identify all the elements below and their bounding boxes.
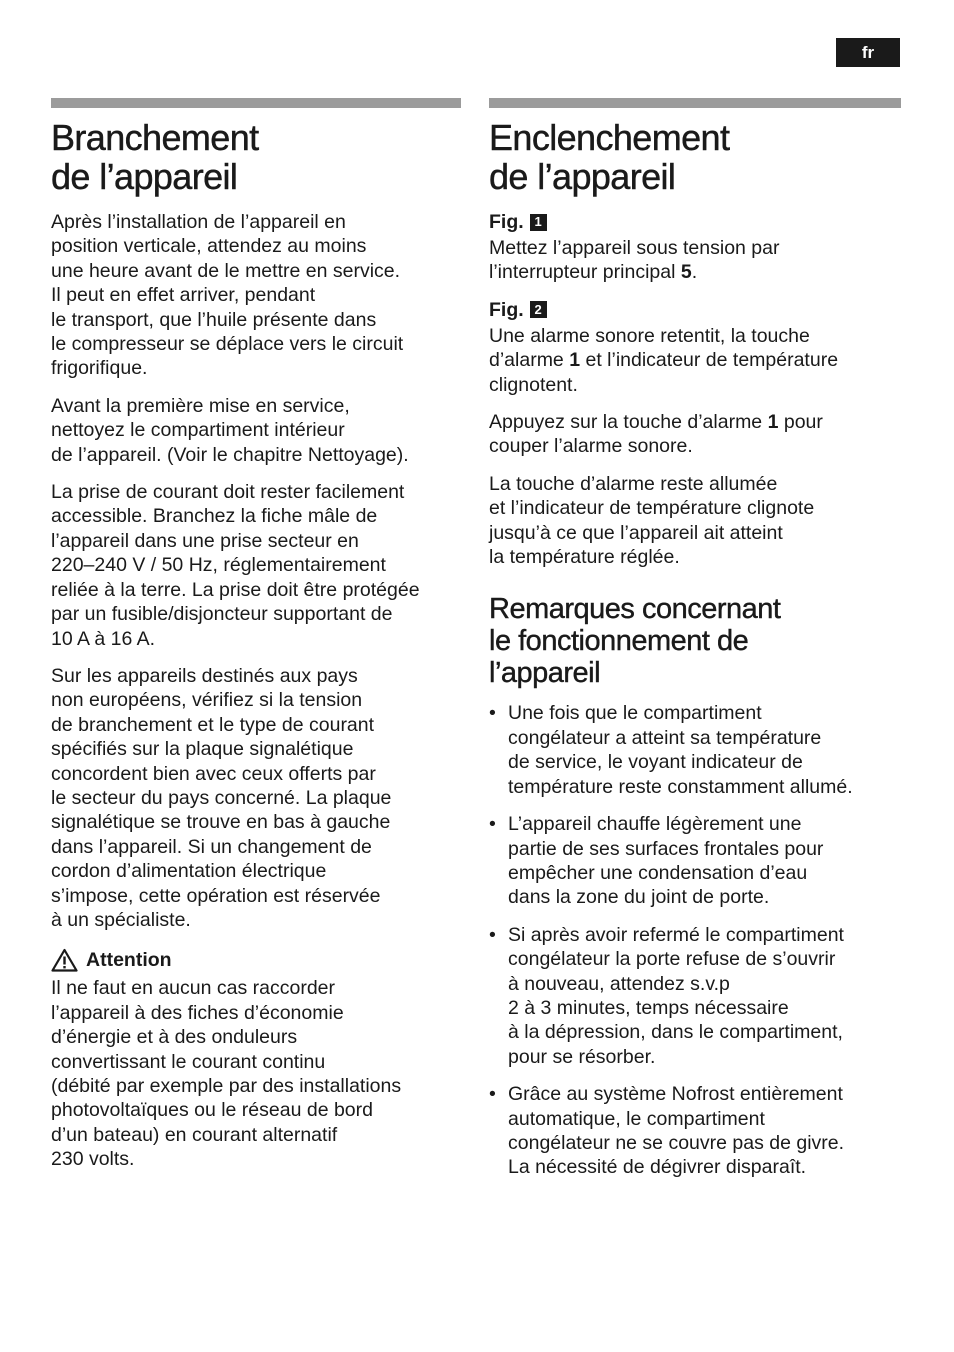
section-rule	[489, 98, 901, 108]
figure-reference-2: Fig. 2	[489, 298, 901, 322]
attention-text: Il ne faut en aucun cas raccorder l’appareil à des fiches d’économie d’énergie et à des onduleurs convertissant le courant continu (débité par exemple par des installations photovoltaïques ou le réseau de bord d’un bateau) en courant alternatif 230 volts.	[51, 977, 402, 1171]
section-rule	[51, 98, 461, 108]
figure-reference-1: Fig. 1	[489, 210, 901, 234]
bullet-icon: •	[489, 923, 496, 946]
paragraph-power-on: Mettez l’appareil sous tension par l’interrupteur principal 5.	[489, 237, 780, 284]
bullet-icon: •	[489, 1083, 496, 1106]
language-tab: fr	[836, 38, 900, 67]
bullet-icon: •	[489, 813, 496, 836]
list-item: • Grâce au système Nofrost entièrement automatique, le compartiment congélateur ne se couvre pas de givre. La nécessité de dégivrer disparaît.	[489, 1083, 845, 1179]
left-column	[51, 98, 461, 1185]
paragraph-installation: Après l’installation de l’appareil en position verticale, attendez au moins une heure avant de le mettre en service. Il peut en effet arriver, pendant le transport, que l’huile présente dans le compresseur se déplace vers le circuit frigorifique.	[51, 211, 404, 380]
paragraph-non-european: Sur les appareils destinés aux pays non européens, vérifiez si la tension de branchement et le type de courant spécifiés sur la plaque signalétique concordent bien avec ceux offerts par le secteur du pays concerné. La plaque signalétique se trouve en bas à gauche dans l’appareil. Si un changement de cordon d’alimentation électrique s’impose, cette opération est réservée à un spécialiste.	[51, 664, 392, 931]
list-item: • Si après avoir refermé le compartiment congélateur la porte refuse de s’ouvrir à nouveau, attendez s.v.p 2 à 3 minutes, temps nécessaire à la dépression, dans le compartiment, pour se résorber.	[489, 923, 844, 1068]
bullet-icon: •	[489, 702, 496, 725]
section-title-branchement: Branchement de l’appareil	[51, 117, 259, 197]
remarks-list	[489, 701, 901, 1179]
paragraph-socket: La prise de courant doit rester facilement accessible. Branchez la fiche mâle de l’appareil dans une prise secteur en 220–240 V / 50 Hz, réglementairement reliée à la terre. La prise doit être protégée par un fusible/disjoncteur supportant de 10 A à 16 A.	[51, 481, 420, 650]
warning-triangle-icon	[51, 948, 78, 972]
list-item: • L’appareil chauffe légèrement une partie de ses surfaces frontales pour empêcher une condensation d’eau dans la zone du joint de porte.	[489, 813, 824, 909]
right-column	[489, 98, 901, 1193]
paragraph-cleaning: Avant la première mise en service, nettoyez le compartiment intérieur de l’appareil. (Voir le chapitre Nettoyage).	[51, 394, 409, 466]
subsection-title-remarques: Remarques concernant le fonctionnement de l’appareil	[489, 593, 781, 690]
attention-label: Attention	[86, 948, 172, 971]
paragraph-alarm-sounds: Une alarme sonore retentit, la touche d’alarme 1 et l’indicateur de température clignotent.	[489, 324, 839, 396]
attention-heading	[51, 948, 461, 972]
section-title-enclenchement: Enclenchement de l’appareil	[489, 117, 730, 197]
figure-number-badge: 2	[530, 301, 547, 318]
list-item: • Une fois que le compartiment congélateur a atteint sa température de service, le voyant indicateur de température reste constamment allumé.	[489, 702, 853, 798]
figure-number-badge: 1	[530, 214, 547, 231]
paragraph-alarm-off: Appuyez sur la touche d’alarme 1 pour couper l’alarme sonore.	[489, 411, 823, 458]
paragraph-alarm-lit: La touche d’alarme reste allumée et l’indicateur de température clignote jusqu’à ce que l’appareil ait atteint la température réglée.	[489, 472, 815, 569]
